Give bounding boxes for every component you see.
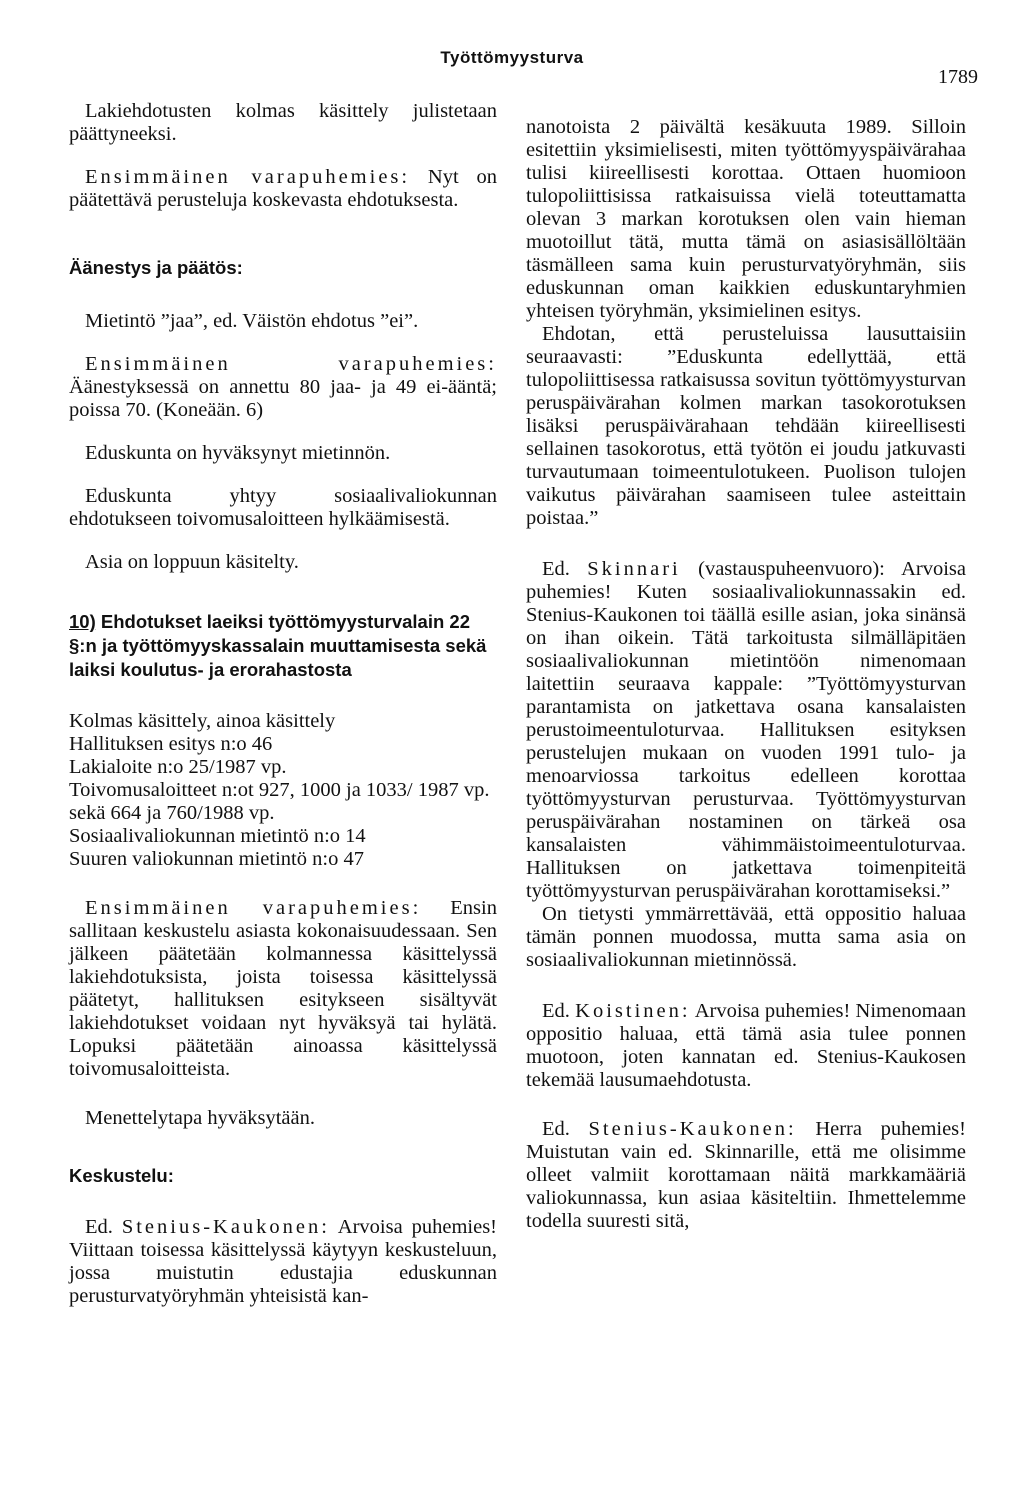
reference-line: Lakialoite n:o 25/1987 vp. bbox=[69, 756, 287, 778]
speaker-name: Ensimmäinen varapuhemies: bbox=[85, 897, 422, 919]
paragraph: Menettelytapa hyväksytään. bbox=[85, 1107, 315, 1129]
speech-paragraph bbox=[69, 1216, 497, 1308]
paragraph: Ehdotan, että perusteluissa lausuttaisiin seuraavasti: ”Eduskunta edellyttää, että tulopoliittisessa ratkaisussa sovitun työttömyysturvan peruspäivärahan kolmen markan tasokorotuksen lisäksi peruspäivärahaan tehdään kiireellisesti sellainen tasokorotus, että työtön ei joudu jatkuvasti turvautumaan toimeentulotukeen. Puolison tulojen vaikutus päivärahan saamiseen tulee asteittain poistaa.” bbox=[526, 323, 966, 529]
agenda-item-text: Ehdotukset laeiksi työttömyysturvalain 22 §:n ja työttömyyskassalain muuttamisesta sekä laiksi koulutus- ja erorahastosta bbox=[69, 611, 487, 680]
paragraph: Eduskunta yhtyy sosiaalivaliokunnan ehdotukseen toivomusaloitteen hylkäämisestä. bbox=[69, 485, 497, 530]
speaker-prefix: Ed. bbox=[542, 1118, 589, 1140]
speech-paragraph bbox=[526, 1000, 966, 1092]
section-heading-discussion: Keskustelu: bbox=[69, 1165, 174, 1186]
speech-text: Herra puhemies! Muistutan vain ed. Skinnarille, että me olisimme olleet valmiit korottamaan näitä markkamääriä valiokunnassa, kun asiaa käsiteltiin. Ihmettelemme todella suuresti sitä, bbox=[526, 1118, 966, 1232]
speaker-name: Stenius-Kaukonen: bbox=[121, 1216, 330, 1238]
speech-paragraph bbox=[69, 166, 497, 212]
speaker-name: Koistinen: bbox=[575, 1000, 691, 1022]
speech-text: Ensin sallitaan keskustelu asiasta kokonaisuudessaan. Sen jälkeen päätetään kolmannessa käsittelyssä lakiehdotuksista, joista toisessa käsittelyssä päätetyt, hallituksen esitykseen sisältyvät lakiehdotukset voidaan nyt hyväksyä tai hylätä. Lopuksi päätetään ainoassa käsittelyssä toivomusaloitteista. bbox=[69, 897, 497, 1080]
paragraph: Eduskunta on hyväksynyt mietinnön. bbox=[85, 442, 391, 464]
speaker-name: Stenius-Kaukonen: bbox=[588, 1118, 797, 1140]
speech-text: Arvoisa puhemies! Viittaan toisessa käsittelyssä käytyyn keskusteluun, jossa muistutin edustajia eduskunnan perusturvatyöryhmän yhteisistä kan- bbox=[69, 1216, 497, 1307]
speaker-prefix: Ed. bbox=[542, 1000, 576, 1022]
paragraph: Asia on loppuun käsitelty. bbox=[85, 551, 299, 573]
running-title: Työttömyysturva bbox=[440, 48, 584, 67]
reference-line: Kolmas käsittely, ainoa käsittely bbox=[69, 710, 336, 732]
speaker-prefix: Ed. bbox=[85, 1216, 122, 1238]
speech-text: (vastauspuheenvuoro): Arvoisa puhemies! Kuten sosiaalivaliokunnassakin ed. Stenius-Kaukonen toi täällä esille asian, joka sinänsä on ihan oikein. Tätä tarkoitusta silmälläpitäen sosiaalivaliokunnan mietintöön nimenomaan laitettiin seuraava kappale: ”Työttömyysturvan parantamista on jatkettava osana kansalaisten perustoimeentuloturvaa. Hallituksen esityksen perustelujen mukaan on vuoden 1991 tulo- ja menoarviossa tarkoitus edelleen korottaa työttömyysturvan perusturvaa. Työttömyysturvan peruspäivärahan nostaminen on tärkeä osa kansalaisten vähimmäistoimeentuloturvaa. Hallituksen on jatkettava toimenpiteitä työttömyysturvan peruspäivärahan korottamiseksi.” bbox=[526, 558, 966, 902]
right-column bbox=[526, 100, 966, 1233]
speaker-name: Skinnari bbox=[587, 558, 681, 580]
page-number: 1789 bbox=[938, 66, 978, 88]
paragraph: Lakiehdotusten kolmas käsittely julistetaan päättyneeksi. bbox=[69, 100, 497, 145]
speech-paragraph bbox=[526, 558, 966, 903]
speech-paragraph bbox=[69, 353, 497, 422]
vote-line: Mietintö ”jaa”, ed. Väistön ehdotus ”ei”. bbox=[85, 310, 419, 332]
paragraph: nanotoista 2 päivältä kesäkuuta 1989. Silloin esitettiin yksimielisesti, miten työttömyyspäivärahaa tulisi kiireellisesti korottaa. Ottaen huomioon tulopoliittisissa ratkaisuissa vielä toteuttamatta olevan 3 markan korotuksen olen vain hieman muotoillut tätä, mutta tämä on asiasisällöltään täsmälleen sama kuin perusturvatyöryhmän, siis eduskunnan oman kaikkien eduskuntaryhmien yhteisen työryhmän, yksimielinen esitys. bbox=[526, 116, 966, 322]
speaker-name: Ensimmäinen varapuhemies: bbox=[85, 166, 411, 188]
speech-text: Arvoisa puhemies! Nimenomaan oppositio haluaa, että tämä asia tulee ponnen muotoon, joten kannatan ed. Stenius-Kaukosen tekemää lausumaehdotusta. bbox=[526, 1000, 966, 1091]
agenda-item-number: 10) bbox=[69, 611, 96, 632]
reference-line: Toivomusaloitteet n:ot 927, 1000 ja 1033/ 1987 vp. sekä 664 ja 760/1988 vp. bbox=[69, 779, 490, 824]
speech-paragraph bbox=[526, 1118, 966, 1233]
agenda-item-title bbox=[69, 610, 497, 682]
speech-text: Äänestyksessä on annettu 80 jaa- ja 49 ei-ääntä; poissa 70. (Koneään. 6) bbox=[69, 376, 497, 421]
section-heading-vote: Äänestys ja päätös: bbox=[69, 257, 243, 278]
speech-text: Nyt on päätettävä perusteluja koskevasta ehdotuksesta. bbox=[69, 166, 497, 211]
reference-line: Suuren valiokunnan mietintö n:o 47 bbox=[69, 848, 364, 870]
reference-line: Hallituksen esitys n:o 46 bbox=[69, 733, 273, 755]
speech-paragraph bbox=[69, 897, 497, 1081]
speaker-prefix: Ed. bbox=[542, 558, 588, 580]
left-column bbox=[69, 100, 497, 1308]
document-references bbox=[69, 710, 497, 871]
paragraph: On tietysti ymmärrettävää, että oppositio haluaa tämän ponnen muodossa, mutta sama asia on sosiaalivaliokunnan mietinnössä. bbox=[526, 903, 966, 971]
reference-line: Sosiaalivaliokunnan mietintö n:o 14 bbox=[69, 825, 366, 847]
speaker-name: Ensimmäinen varapuhemies: bbox=[85, 353, 497, 375]
